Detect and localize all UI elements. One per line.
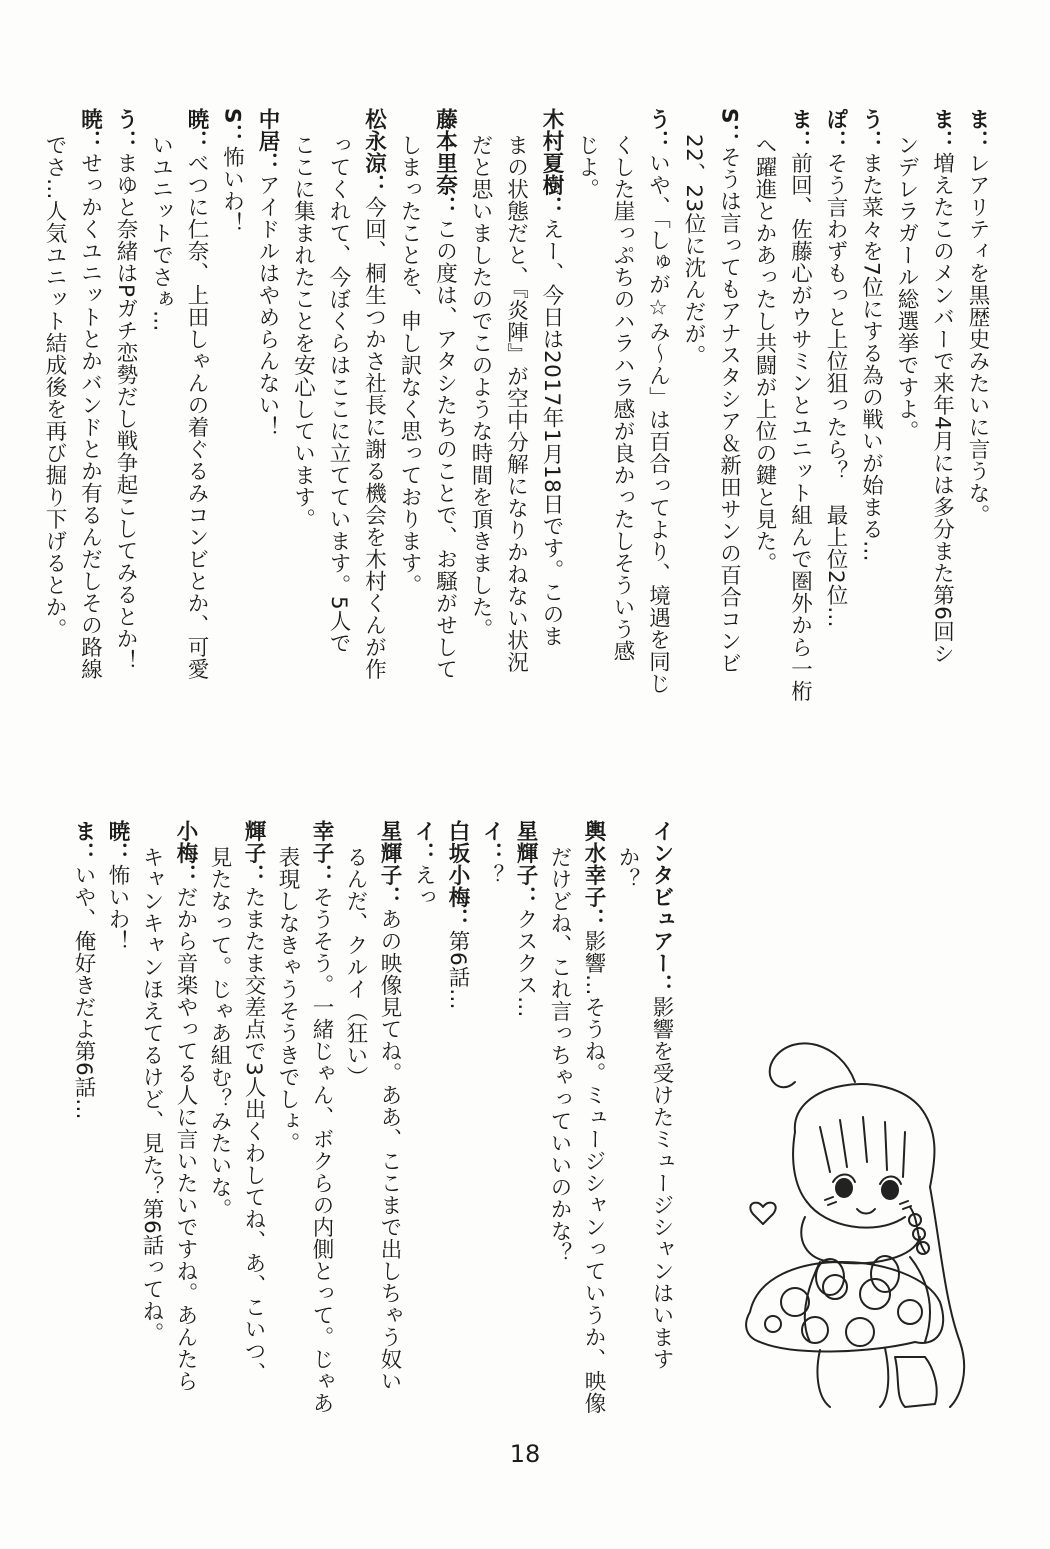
dialogue-line bbox=[474, 820, 508, 1460]
speaker-name: 松永涼 bbox=[361, 108, 387, 174]
line-text: いユニットでさぁ… bbox=[148, 133, 174, 332]
dialogue-line bbox=[143, 108, 179, 698]
speaker-name: う bbox=[858, 108, 884, 130]
line-text: また菜々を7位にする為の戦いが始まる… bbox=[858, 152, 884, 563]
speaker-separator: ： bbox=[173, 864, 198, 886]
line-text: そうそう。一緒じゃん、ボクらの内側とって。じゃあ bbox=[309, 886, 334, 1414]
line-text: えー、今日は2017年1月18日です。このま bbox=[539, 218, 564, 648]
speaker-name: ま bbox=[929, 108, 955, 130]
speaker-separator: ： bbox=[219, 124, 245, 146]
speaker-separator: ： bbox=[539, 196, 564, 218]
line-text: くした崖っぷちのハラハラ感が良かったしそういう感 bbox=[610, 133, 635, 662]
speaker-separator: ： bbox=[255, 152, 280, 174]
speaker-separator: ： bbox=[823, 130, 848, 152]
line-text: 表現しなきゃうそうきでしょ。 bbox=[275, 845, 300, 1154]
line-text: 今回、桐生つかさ社長に謝る機会を木村くんが作 bbox=[361, 196, 387, 680]
dialogue-line bbox=[168, 820, 202, 1460]
line-text: べつに仁奈、上田しゃんの着ぐるみコンビとか、可愛 bbox=[184, 152, 209, 680]
speaker-separator: ： bbox=[858, 130, 884, 152]
dialogue-line bbox=[321, 108, 357, 698]
line-text: 怖いわ！ bbox=[219, 146, 245, 234]
dialogue-line bbox=[202, 820, 236, 1460]
dialogue-line bbox=[605, 108, 641, 698]
dialogue-line bbox=[440, 820, 474, 1460]
speaker-name: S bbox=[219, 108, 245, 124]
dialogue-line bbox=[406, 820, 440, 1460]
speaker-separator: ： bbox=[105, 842, 130, 864]
speaker-separator: ： bbox=[445, 908, 470, 930]
speaker-separator: ： bbox=[361, 174, 387, 196]
dialogue-line bbox=[747, 108, 783, 698]
line-text: だから音楽やってる人に言いたいですね。あんたら bbox=[173, 886, 198, 1392]
speaker-name: 輝子 bbox=[241, 820, 266, 864]
line-text: るんだ、クルイ（狂い） bbox=[343, 845, 368, 1088]
speaker-name: イ bbox=[411, 820, 436, 842]
dialogue-line bbox=[498, 108, 534, 698]
speaker-separator: ： bbox=[411, 842, 436, 864]
dialogue-line bbox=[134, 820, 168, 1460]
speaker-name: 暁 bbox=[77, 108, 103, 130]
speaker-name: 暁 bbox=[105, 820, 130, 842]
dialogue-line bbox=[66, 820, 100, 1460]
speaker-separator: ： bbox=[377, 886, 402, 908]
speaker-separator: ： bbox=[432, 196, 458, 218]
speaker-separator: ： bbox=[513, 886, 538, 908]
dialogue-line bbox=[214, 108, 250, 698]
line-text: クスクス… bbox=[513, 908, 538, 1018]
dialogue-line bbox=[534, 108, 570, 698]
line-text: ここに集まれたことを安心しています。 bbox=[290, 133, 316, 530]
speaker-separator: ： bbox=[113, 130, 138, 152]
speaker-name: ぽ bbox=[823, 108, 848, 130]
line-text: いや、「しゅが☆み～ん」は百合ってより、境遇を同じ bbox=[645, 152, 671, 695]
line-text: 影響…そうね。ミュージシャンっていうか、映像 bbox=[581, 930, 606, 1414]
dialogue-line bbox=[72, 108, 108, 698]
dialogue-line bbox=[542, 820, 576, 1460]
dialogue-line bbox=[676, 108, 712, 698]
line-text: だと思いましたのでこのような時間を頂きました。 bbox=[468, 133, 493, 640]
speaker-separator: ： bbox=[71, 842, 96, 864]
dialogue-line bbox=[270, 820, 304, 1460]
dialogue-line bbox=[576, 820, 610, 1460]
line-text: でさ…人気ユニット結成後を再び掘り下げるとか。 bbox=[42, 133, 67, 640]
speaker-name: う bbox=[113, 108, 138, 130]
line-text: ？ bbox=[479, 864, 504, 886]
speaker-name: 白坂小梅 bbox=[445, 820, 470, 908]
speaker-separator: ： bbox=[787, 130, 813, 152]
dialogue-line bbox=[356, 108, 392, 698]
speaker-name: 藤本里奈 bbox=[432, 108, 458, 196]
line-text: そうは言ってもアナスタシア＆新田サンの百合コンビ bbox=[716, 146, 742, 674]
dialogue-line bbox=[610, 820, 644, 1460]
dialogue-line bbox=[427, 108, 463, 698]
speaker-name: S bbox=[716, 108, 742, 124]
speaker-name: ま bbox=[965, 108, 990, 130]
line-text: か？ bbox=[615, 845, 640, 890]
line-text: この度は、アタシたちのことで、お騒がせして bbox=[432, 218, 458, 680]
speaker-separator: ： bbox=[716, 124, 742, 146]
line-text: だけどね、これ言っちゃっていいのかな？ bbox=[547, 845, 572, 1264]
speaker-name: う bbox=[645, 108, 671, 130]
speaker-separator: ： bbox=[309, 864, 334, 886]
speaker-name: 星輝子 bbox=[513, 820, 538, 886]
speaker-name: イ bbox=[479, 820, 504, 842]
dialogue-line bbox=[853, 108, 889, 698]
line-text: 前回、佐藤心がウサミンとユニット組んで圏外から一桁 bbox=[787, 152, 813, 702]
dialogue-line bbox=[889, 108, 925, 698]
dialogue-line bbox=[640, 108, 676, 698]
line-text: 見たなって。じゃあ組む？みたいな。 bbox=[207, 845, 232, 1220]
speaker-name: 星輝子 bbox=[377, 820, 402, 886]
dialogue-block-top bbox=[42, 108, 995, 702]
line-text: 怖いわ！ bbox=[105, 864, 130, 952]
dialogue-line bbox=[392, 108, 428, 698]
line-text: 22、23位に沈んだが。 bbox=[681, 133, 706, 367]
dialogue-line bbox=[304, 820, 338, 1460]
line-text: じよ。 bbox=[574, 133, 600, 200]
page-number: 18 bbox=[509, 1440, 541, 1468]
line-text: 第6話… bbox=[445, 930, 470, 1011]
dialogue-line bbox=[108, 108, 144, 698]
dialogue-line bbox=[782, 108, 818, 702]
speaker-separator: ： bbox=[649, 974, 674, 996]
speaker-name: ま bbox=[71, 820, 96, 842]
line-text: レアリティを黒歴史みたいに言うな。 bbox=[965, 152, 990, 526]
line-text: まゆと奈緒はPガチ恋勢だし戦争起こしてみるとか！ bbox=[113, 152, 138, 672]
dialogue-line bbox=[960, 108, 996, 698]
line-text: せっかくユニットとかバンドとか有るんだしその路線 bbox=[77, 152, 103, 680]
dialogue-line bbox=[179, 108, 215, 698]
speaker-separator: ： bbox=[581, 908, 606, 930]
line-text: アイドルはやめらんない！ bbox=[255, 174, 280, 438]
speaker-separator: ： bbox=[645, 130, 671, 152]
dialogue-line bbox=[711, 108, 747, 698]
dialogue-line bbox=[924, 108, 960, 698]
line-text: 増えたこのメンバーで来年4月には多分また第6回シ bbox=[929, 152, 955, 665]
speaker-separator: ： bbox=[929, 130, 955, 152]
dialogue-line bbox=[338, 820, 372, 1460]
line-text: 影響を受けたミュージシャンはいます bbox=[649, 996, 674, 1370]
dialogue-line bbox=[372, 820, 406, 1460]
speaker-separator: ： bbox=[479, 842, 504, 864]
dialogue-line bbox=[100, 820, 134, 1460]
speaker-name: ま bbox=[787, 108, 813, 130]
dialogue-line bbox=[569, 108, 605, 698]
dialogue-line bbox=[463, 108, 499, 698]
line-text: たまたま交差点で3人出くわしてね、あ、こいつ、 bbox=[241, 886, 266, 1385]
line-text: ンデレラガール総選挙ですよ。 bbox=[894, 133, 919, 442]
line-text: ってくれて、今ぼくらはここに立てています。5人で bbox=[326, 133, 351, 654]
chibi-girl-illustration bbox=[735, 1012, 985, 1412]
line-text: キャンキャンほえてるけど、見た？第6話ってね。 bbox=[139, 845, 164, 1344]
speaker-name: 木村夏樹 bbox=[539, 108, 564, 196]
dialogue-block-bottom bbox=[38, 820, 678, 1460]
dialogue-line bbox=[285, 108, 321, 698]
dialogue-line bbox=[250, 108, 286, 698]
speaker-separator: ： bbox=[965, 130, 990, 152]
line-text: まの状態だと、『炎陣』が空中分解になりかねない状況 bbox=[503, 133, 529, 674]
speaker-name: 中居 bbox=[255, 108, 280, 152]
speaker-name: 暁 bbox=[184, 108, 209, 130]
speaker-separator: ： bbox=[77, 130, 103, 152]
line-text: しまったことを、申し訳なく思っております。 bbox=[397, 133, 422, 596]
dialogue-line bbox=[37, 108, 73, 698]
dialogue-line bbox=[508, 820, 542, 1460]
line-text: へ躍進とかあったし共闘が上位の鍵と見た。 bbox=[752, 133, 777, 574]
speaker-separator: ： bbox=[184, 130, 209, 152]
dialogue-line bbox=[818, 108, 854, 698]
dialogue-line bbox=[644, 820, 678, 1460]
speaker-name: インタビュアー bbox=[649, 820, 674, 974]
speaker-name: 小梅 bbox=[173, 820, 198, 864]
speaker-name: 幸子 bbox=[309, 820, 334, 864]
line-text: えっ bbox=[411, 864, 436, 908]
speaker-separator: ： bbox=[241, 864, 266, 886]
line-text: あの映像見てね。ああ、ここまで出しちゃう奴い bbox=[377, 908, 402, 1392]
speaker-name: 輿水幸子 bbox=[581, 820, 606, 908]
line-text: そう言わずもっと上位狙ったら？ 最上位2位… bbox=[823, 152, 848, 629]
line-text: いや、俺好きだよ第6話… bbox=[71, 864, 96, 1121]
dialogue-line bbox=[236, 820, 270, 1460]
